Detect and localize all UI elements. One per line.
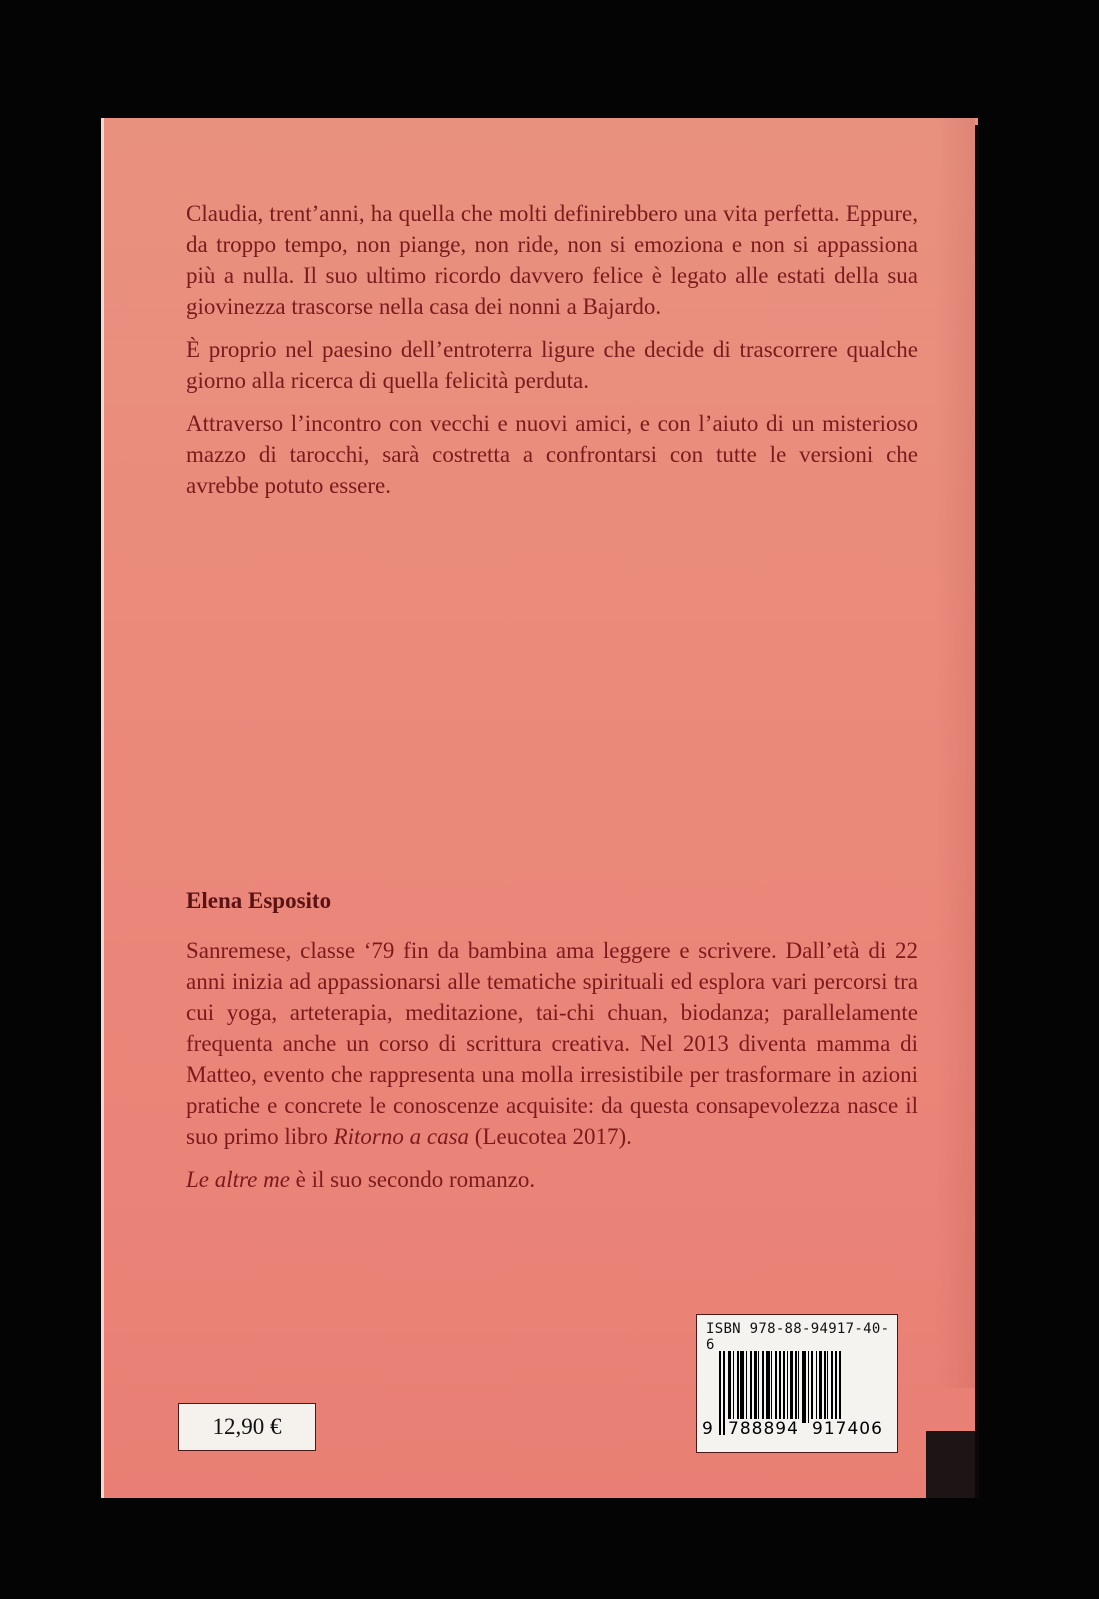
bio-paragraph	[186, 935, 918, 1152]
cover-right-edge	[975, 125, 979, 1498]
author-bio	[186, 935, 918, 1207]
spine-dark-corner	[926, 1431, 975, 1498]
isbn-digits	[702, 1419, 892, 1441]
author-name: Elena Esposito	[186, 888, 332, 913]
first-book-title: Ritorno a casa	[333, 1124, 470, 1149]
isbn-digits-left: 788894	[728, 1419, 799, 1439]
isbn-label: ISBN 978-88-94917-40-6	[706, 1321, 890, 1353]
synopsis-paragraph-1: Claudia, trent’anni, ha quella che molti definirebbero una vita perfetta. Eppure, da troppo tempo, non piange, non ride, non si emoziona e non si appassiona più a nulla. Il suo ultimo ricordo davvero felice è legato alle estati della sua giovinezza trascorse nella casa dei nonni a Bajardo.	[186, 201, 918, 319]
synopsis	[186, 198, 918, 513]
bio-text: Sanremese, classe ‘79 fin da bambina ama leggere e scrivere. Dall’età di 22 anni inizia ad appassionarsi alle tematiche spirituali ed esplora vari percorsi tra cui yoga, arteterapia, meditazione, tai-chi chuan, biodanza; parallelamente frequenta anche un corso di scrittura creativa. Nel 2013 diventa mamma di Matteo, evento che rappresenta una molla irresistibile per trasformare in azioni pratiche e concrete le conoscenze acquisite: da questa consapevolezza nasce il suo primo libro	[186, 938, 918, 1149]
cover-edge-shade	[935, 118, 975, 1388]
current-book-title: Le altre me	[186, 1167, 290, 1192]
price-label: 12,90 €	[178, 1403, 316, 1451]
isbn-digit-first: 9	[702, 1419, 713, 1439]
isbn-digits-right: 917406	[812, 1419, 883, 1439]
current-book-note: è il suo secondo romanzo.	[289, 1167, 536, 1192]
first-book-note: (Leucotea 2017).	[469, 1124, 632, 1149]
synopsis-paragraph-3: Attraverso l’incontro con vecchi e nuovi amici, e con l’aiuto di un misterioso mazzo di tarocchi, sarà costretta a confrontarsi con tutte le versioni che avrebbe potuto essere.	[186, 411, 918, 498]
isbn-barcode-box	[696, 1314, 898, 1453]
current-book-paragraph	[186, 1164, 918, 1195]
synopsis-paragraph-2: È proprio nel paesino dell’entroterra ligure che decide di trascorrere qualche giorno alla ricerca di quella felicità perduta.	[186, 337, 918, 393]
